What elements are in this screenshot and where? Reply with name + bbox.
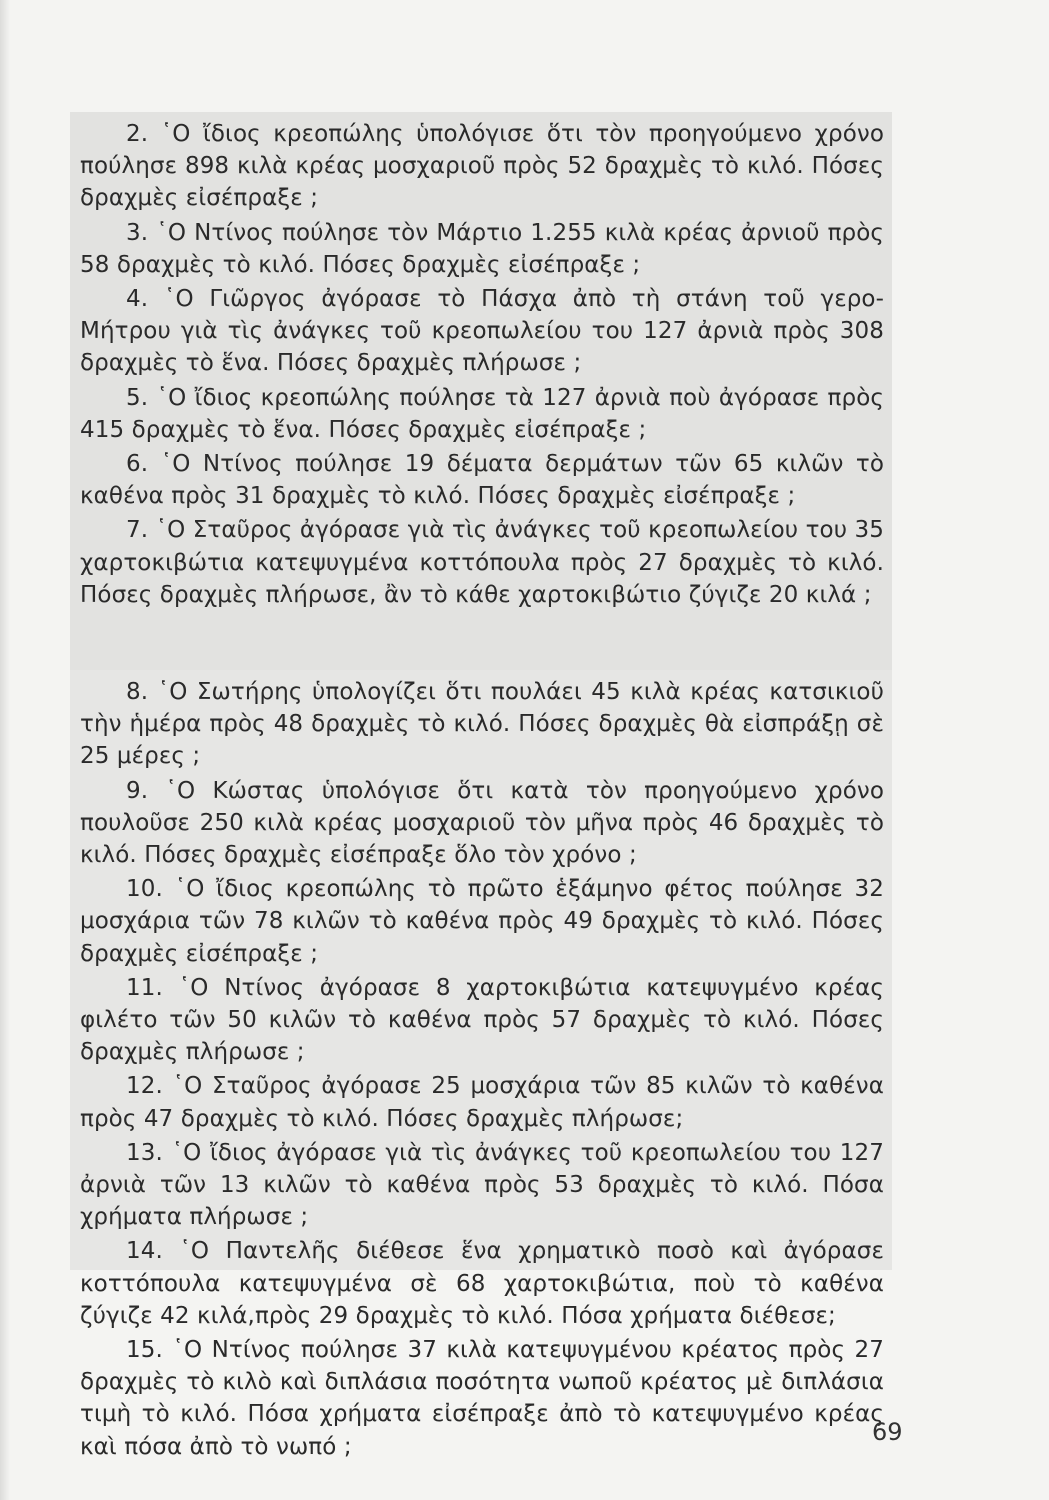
exercise-text: ῾Ο Σταῦρος ἀγόρασε γιὰ τὶς ἀνάγκες τοῦ κρεοπωλείου του 35 χαρτοκιβώτια κατεψυγμένα κοττόπουλα πρὸς 27 δραχμὲς τὸ κιλό. Πόσες δραχμὲς πλήρωσε, ἂν τὸ κάθε χαρτοκιβώτιο ζύγιζε 20 κιλά ;: [80, 517, 884, 608]
exercise-number: 3.: [126, 219, 149, 246]
exercise-14: [80, 1235, 884, 1332]
exercise-11: [80, 972, 884, 1069]
page-number: 69: [872, 1418, 903, 1446]
exercise-text: ῾Ο Ντίνος πούλησε 19 δέματα δερμάτων τῶν 65 κιλῶν τὸ καθένα πρὸς 31 δραχμὲς τὸ κιλό. Πόσες δραχμὲς εἰσέπραξε ;: [80, 451, 884, 510]
exercise-8: [80, 676, 884, 773]
exercise-number: 7.: [126, 517, 149, 544]
exercise-6: [80, 448, 884, 512]
exercise-3: [80, 217, 884, 281]
exercise-text: ῾Ο Σωτήρης ὑπολογίζει ὅτι πουλάει 45 κιλὰ κρέας κατσικιοῦ τὴν ἡμέρα πρὸς 48 δραχμὲς τὸ κιλό. Πόσες δραχμὲς θὰ εἰσπράξῃ σὲ 25 μέρες ;: [80, 679, 884, 770]
page-edge: [0, 0, 10, 1500]
exercise-text: ῾Ο ἴδιος ἀγόρασε γιὰ τὶς ἀνάγκες τοῦ κρεοπωλείου του 127 ἀρνιὰ τῶν 13 κιλῶν τὸ καθένα πρὸς 53 δραχμὲς τὸ κιλό. Πόσα χρήματα πλήρωσε ;: [80, 1139, 884, 1231]
exercise-number: 13.: [126, 1139, 163, 1166]
exercise-2: [80, 118, 884, 215]
exercise-text: ῾Ο ἴδιος κρεοπώλης ὑπολόγισε ὅτι τὸν προηγούμενο χρόνο πούλησε 898 κιλὰ κρέας μοσχαριοῦ πρὸς 52 δραχμὲς τὸ κιλό. Πόσες δραχμὲς εἰσέπραξε ;: [80, 121, 884, 212]
exercise-text: ῾Ο Ντίνος ἀγόρασε 8 χαρτοκιβώτια κατεψυγμένο κρέας φιλέτο τῶν 50 κιλῶν τὸ καθένα πρὸς 57 δραχμὲς τὸ κιλό. Πόσες δραχμὲς πλήρωσε ;: [80, 974, 884, 1066]
exercise-number: 5.: [126, 384, 149, 411]
exercise-10: [80, 873, 884, 970]
exercise-number: 9.: [126, 777, 149, 804]
exercise-text: ῾Ο Ντίνος πούλησε τὸν Μάρτιο 1.255 κιλὰ κρέας ἀρνιοῦ πρὸς 58 δραχμὲς τὸ κιλό. Πόσες δραχμὲς εἰσέπραξε ;: [80, 219, 884, 278]
exercise-number: 14.: [126, 1238, 163, 1265]
exercise-number: 2.: [126, 121, 149, 147]
exercise-text: ῾Ο ἴδιος κρεοπώλης τὸ πρῶτο ἑξάμηνο φέτος πούλησε 32 μοσχάρια τῶν 78 κιλῶν τὸ καθένα πρὸς 49 δραχμὲς τὸ κιλό. Πόσες δραχμὲς εἰσέπραξε ;: [80, 876, 884, 967]
exercise-number: 10.: [126, 876, 163, 903]
exercise-number: 12.: [126, 1073, 163, 1100]
exercise-number: 11.: [126, 974, 163, 1001]
exercise-number: 15.: [126, 1337, 163, 1364]
exercise-5: [80, 382, 884, 446]
exercise-text: ῾Ο ἴδιος κρεοπώλης πούλησε τὰ 127 ἀρνιὰ ποὺ ἀγόρασε πρὸς 415 δραχμὲς τὸ ἕνα. Πόσες δραχμὲς εἰσέπραξε ;: [80, 384, 884, 443]
exercise-12: [80, 1070, 884, 1134]
exercise-text: ῾Ο Γιῶργος ἀγόρασε τὸ Πάσχα ἀπὸ τὴ στάνη τοῦ γερο-Μήτρου γιὰ τὶς ἀνάγκες τοῦ κρεοπωλείου του 127 ἀρνιὰ πρὸς 308 δραχμὲς τὸ ἕνα. Πόσες δραχμὲς πλήρωσε ;: [80, 286, 885, 377]
text-block-upper: [70, 112, 892, 670]
exercise-number: 6.: [126, 451, 149, 478]
exercise-text: ῾Ο Κώστας ὑπολόγισε ὅτι κατὰ τὸν προηγούμενο χρόνο πουλοῦσε 250 κιλὰ κρέας μοσχαριοῦ τὸν μῆνα πρὸς 46 δραχμὲς τὸ κιλό. Πόσες δραχμὲς εἰσέπραξε ὅλο τὸν χρόνο ;: [80, 777, 884, 869]
exercise-7: [80, 514, 884, 611]
exercise-text: ῾Ο Παντελῆς διέθεσε ἕνα χρηματικὸ ποσὸ καὶ ἀγόρασε κοττόπουλα κατεψυγμένα σὲ 68 χαρτοκιβώτια, ποὺ τὸ καθένα ζύγιζε 42 κιλά,πρὸς 29 δραχμὲς τὸ κιλό. Πόσα χρήματα διέθεσε;: [80, 1238, 884, 1329]
exercise-number: 8.: [126, 679, 149, 705]
exercise-number: 4.: [126, 286, 149, 313]
exercise-4: [80, 283, 884, 380]
exercise-13: [80, 1137, 884, 1234]
exercise-text: ῾Ο Σταῦρος ἀγόρασε 25 μοσχάρια τῶν 85 κιλῶν τὸ καθένα πρὸς 47 δραχμὲς τὸ κιλό. Πόσες δραχμὲς πλήρωσε;: [80, 1073, 884, 1132]
exercise-15: [80, 1334, 884, 1463]
exercise-text: ῾Ο Ντίνος πούλησε 37 κιλὰ κατεψυγμένου κρέατος πρὸς 27 δραχμὲς τὸ κιλὸ καὶ διπλάσια ποσότητα νωποῦ κρέατος μὲ διπλάσια τιμὴ τὸ κιλό. Πόσα χρήματα εἰσέπραξε ἀπὸ τὸ κατεψυγμένο κρέας καὶ πόσα ἀπὸ τὸ νωπό ;: [80, 1337, 884, 1460]
exercise-9: [80, 775, 884, 872]
